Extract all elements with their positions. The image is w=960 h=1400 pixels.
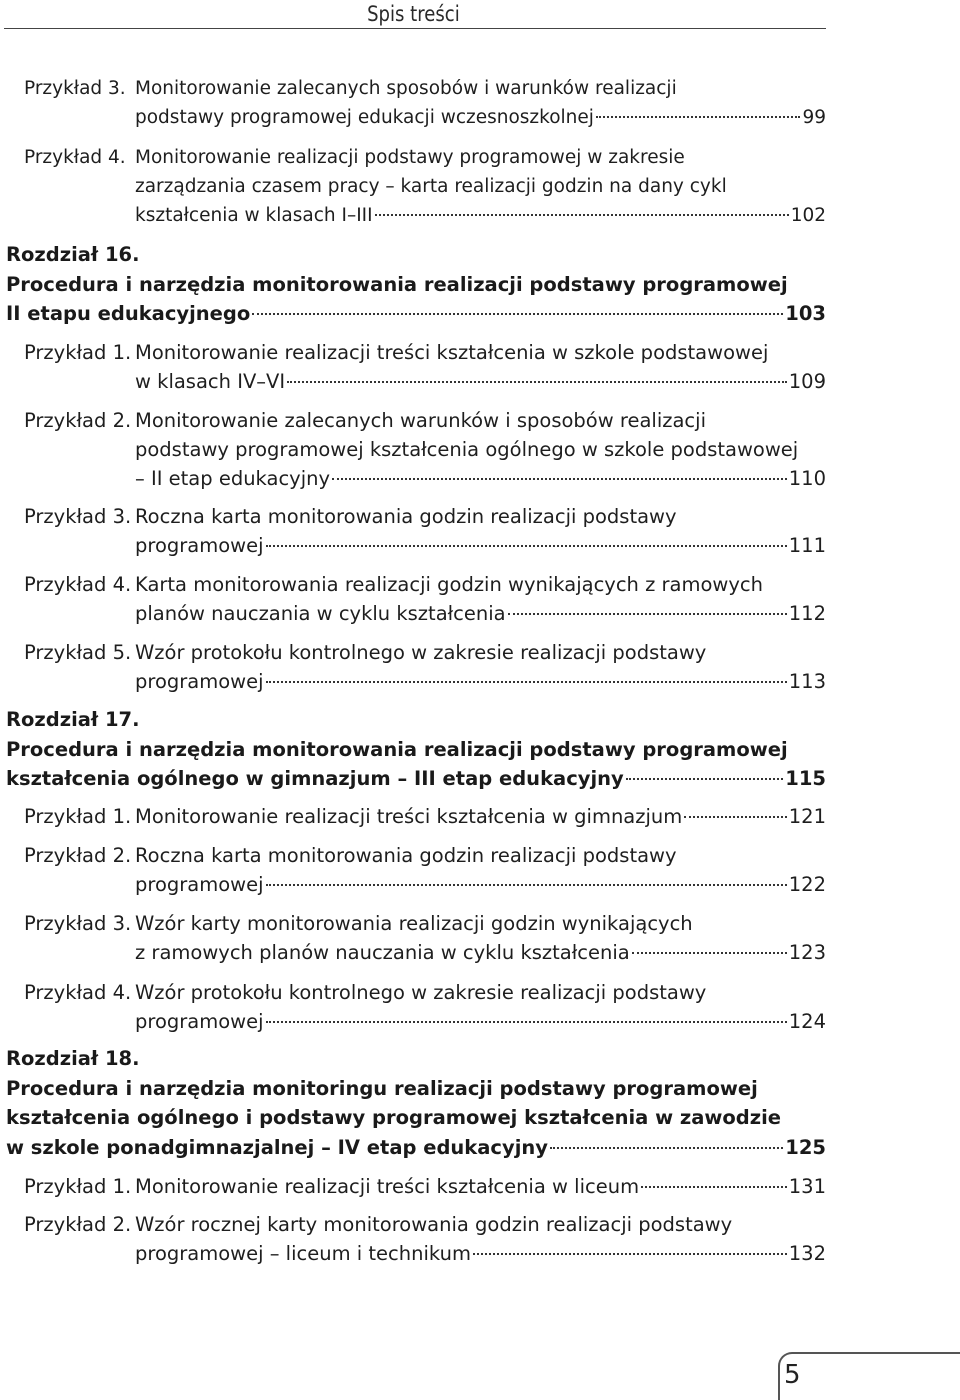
toc-entry[interactable] xyxy=(24,841,826,899)
chapter-title: II etapu edukacyjnego xyxy=(6,302,251,325)
toc-entry-text: Monitorowanie zalecanych warunków i sposobów realizacji xyxy=(135,409,706,432)
toc-entry-label: Przykład 1. xyxy=(24,805,132,828)
toc-entry[interactable] xyxy=(24,802,826,831)
toc-entry[interactable] xyxy=(24,502,826,560)
leader-dots xyxy=(375,214,789,216)
toc-chapter[interactable] xyxy=(6,1044,826,1162)
leader-dots xyxy=(266,681,787,683)
toc-entry-label: Przykład 3. xyxy=(24,912,132,935)
toc-entry[interactable] xyxy=(24,978,826,1036)
toc-entry-text: programowej xyxy=(135,670,264,693)
header-rule xyxy=(4,28,826,29)
toc-entry-text: Roczna karta monitorowania godzin realizacji podstawy xyxy=(135,505,677,528)
toc-entry[interactable] xyxy=(24,143,826,230)
toc-entry[interactable] xyxy=(24,338,826,396)
toc-entry-text: kształcenia w klasach I–III xyxy=(135,205,373,226)
toc-entry-label: Przykład 4. xyxy=(24,573,132,596)
page-number-box xyxy=(778,1352,960,1400)
chapter-number: Rozdział 17. xyxy=(6,708,140,731)
toc-page-number: 110 xyxy=(788,467,826,490)
toc-entry-text: Monitorowanie realizacji podstawy programowej w zakresie xyxy=(135,147,685,168)
leader-dots xyxy=(626,778,784,780)
toc-page-number: 124 xyxy=(788,1010,826,1033)
chapter-title: Procedura i narzędzia monitorowania realizacji podstawy programowej xyxy=(6,737,788,761)
leader-dots xyxy=(641,1186,787,1188)
toc-chapter[interactable] xyxy=(6,240,826,329)
toc-entry-label: Przykład 4. xyxy=(24,981,132,1004)
leader-dots xyxy=(287,381,787,383)
toc-entry-label: Przykład 1. xyxy=(24,341,132,364)
toc-entry[interactable] xyxy=(24,406,826,493)
toc-page-number: 109 xyxy=(788,370,826,393)
toc-entry-label: Przykład 2. xyxy=(24,844,132,867)
toc-page-number: 103 xyxy=(785,302,826,325)
toc-entry-label: Przykład 3. xyxy=(24,505,132,528)
toc-entry-text: Monitorowanie realizacji treści kształcenia w gimnazjum xyxy=(135,805,683,828)
toc-page-number: 111 xyxy=(788,534,826,557)
leader-dots xyxy=(684,816,787,818)
toc-entry[interactable] xyxy=(24,1210,826,1268)
chapter-title: Procedura i narzędzia monitoringu realizacji podstawy programowej xyxy=(6,1076,758,1100)
chapter-title: w szkole ponadgimnazjalnej – IV etap edukacyjny xyxy=(6,1135,548,1159)
toc-entry-text: Monitorowanie realizacji treści kształcenia w liceum xyxy=(135,1175,640,1198)
toc-entry-text: Wzór karty monitorowania realizacji godzin wynikających xyxy=(135,912,693,935)
toc-page-number: 125 xyxy=(785,1135,826,1159)
toc-chapter[interactable] xyxy=(6,705,826,794)
chapter-number: Rozdział 18. xyxy=(6,1047,140,1070)
toc-entry-label: Przykład 5. xyxy=(24,641,132,664)
running-header: Spis treści xyxy=(367,2,460,26)
toc-entry-text: Roczna karta monitorowania godzin realizacji podstawy xyxy=(135,844,677,867)
toc-entry-text: Monitorowanie realizacji treści kształcenia w szkole podstawowej xyxy=(135,341,769,364)
toc-entry-text: programowej xyxy=(135,1010,264,1033)
toc-page-number: 122 xyxy=(788,873,826,896)
toc-page-number: 113 xyxy=(788,670,826,693)
toc-entry[interactable] xyxy=(24,638,826,696)
toc-entry-text: planów nauczania w cyklu kształcenia xyxy=(135,602,506,625)
toc-entry-text: podstawy programowej edukacji wczesnoszkolnej xyxy=(135,107,594,128)
leader-dots xyxy=(332,478,787,480)
toc-page-number: 115 xyxy=(785,767,826,790)
toc-entry-text: Karta monitorowania realizacji godzin wynikających z ramowych xyxy=(135,573,763,596)
toc-entry-label: Przykład 2. xyxy=(24,1213,132,1236)
toc-page-number: 99 xyxy=(802,107,826,128)
leader-dots xyxy=(266,884,787,886)
toc-entry-label: Przykład 3. xyxy=(24,78,126,99)
leader-dots xyxy=(550,1147,783,1149)
toc-entry[interactable] xyxy=(24,570,826,628)
toc-page-number: 131 xyxy=(788,1175,826,1198)
toc-entry[interactable] xyxy=(24,74,826,132)
toc-entry-label: Przykład 4. xyxy=(24,147,126,168)
toc-entry-text: programowej – liceum i technikum xyxy=(135,1242,471,1265)
toc-entry-text: Monitorowanie zalecanych sposobów i warunków realizacji xyxy=(135,78,677,99)
toc-entry-text: Wzór protokołu kontrolnego w zakresie realizacji podstawy xyxy=(135,981,707,1004)
toc-entry-text: z ramowych planów nauczania w cyklu kształcenia xyxy=(135,941,630,964)
chapter-title: kształcenia ogólnego i podstawy programowej kształcenia w zawodzie xyxy=(6,1106,782,1129)
chapter-title: Procedura i narzędzia monitorowania realizacji podstawy programowej xyxy=(6,272,788,296)
toc-entry-text: zarządzania czasem pracy – karta realizacji godzin na dany cykl xyxy=(135,176,727,197)
leader-dots xyxy=(508,613,787,615)
chapter-title: kształcenia ogólnego w gimnazjum – III etap edukacyjny xyxy=(6,767,624,790)
toc-entry[interactable] xyxy=(24,1172,826,1201)
leader-dots xyxy=(252,313,783,315)
toc-entry-text: programowej xyxy=(135,534,264,557)
toc-entry-text: programowej xyxy=(135,873,264,896)
toc-page-number: 121 xyxy=(788,805,826,828)
toc-entry-label: Przykład 1. xyxy=(24,1175,132,1198)
toc-entry-text: Wzór rocznej karty monitorowania godzin realizacji podstawy xyxy=(135,1213,733,1236)
toc-page-number: 102 xyxy=(790,205,826,226)
leader-dots xyxy=(632,952,787,954)
toc-entry-text: podstawy programowej kształcenia ogólnego w szkole podstawowej xyxy=(135,438,799,461)
leader-dots xyxy=(266,545,787,547)
toc-entry-text: Wzór protokołu kontrolnego w zakresie realizacji podstawy xyxy=(135,641,707,664)
leader-dots xyxy=(596,116,801,118)
toc-page-number: 123 xyxy=(788,941,826,964)
toc-entry-text: w klasach IV–VI xyxy=(135,370,286,393)
page-number: 5 xyxy=(784,1360,801,1390)
chapter-number: Rozdział 16. xyxy=(6,243,140,266)
toc-entry-label: Przykład 2. xyxy=(24,409,132,432)
toc-page-number: 132 xyxy=(788,1242,826,1265)
leader-dots xyxy=(473,1253,787,1255)
toc-entry-text: – II etap edukacyjny xyxy=(135,467,331,490)
leader-dots xyxy=(266,1021,787,1023)
toc-page-number: 112 xyxy=(788,602,826,625)
toc-entry[interactable] xyxy=(24,909,826,967)
